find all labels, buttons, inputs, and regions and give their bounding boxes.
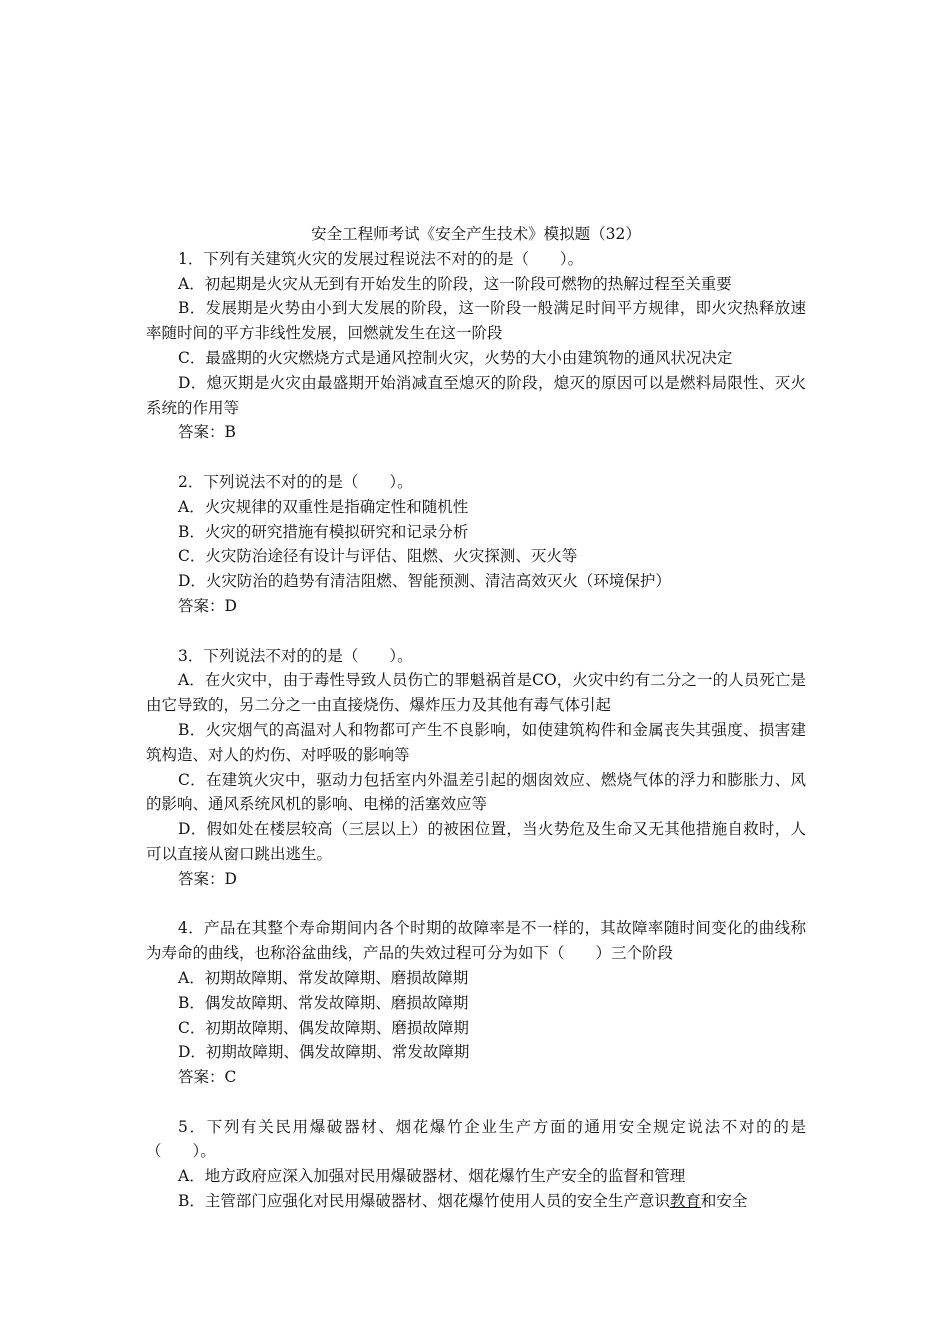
- question-1-option-d: D．熄灭期是火灾由最盛期开始消减直至熄灭的阶段，熄灭的原因可以是燃料局限性、灭火系统的作用等: [146, 373, 806, 417]
- question-4-stem: 4．产品在其整个寿命期间内各个时期的故障率是不一样的，其故障率随时间变化的曲线称为寿命的曲线，也称浴盆曲线，产品的失效过程可分为如下（ ）三个阶段: [146, 919, 806, 963]
- question-2-option-d: D．火灾防治的趋势有清洁阻燃、智能预测、清洁高效灭火（环境保护）: [178, 572, 671, 591]
- blank-line: [146, 619, 806, 644]
- question-3-answer: 答案：D: [178, 869, 237, 888]
- question-2-stem: 2．下列说法不对的的是（ ）。: [178, 472, 413, 491]
- question-1-option-a: A．初起期是火灾从无到有开始发生的阶段，这一阶段可燃物的热解过程至关重要: [178, 274, 732, 293]
- question-1-option-b: B．发展期是火势由小到大发展的阶段，这一阶段一般满足时间平方规律，即火灾热释放速率随时间的平方非线性发展，回燃就发生在这一阶段: [146, 299, 806, 343]
- question-1-answer: 答案：B: [178, 423, 236, 442]
- blank-line: [146, 892, 806, 917]
- blank-line: [146, 1090, 806, 1115]
- question-3-option-d: D．假如处在楼层较高（三层以上）的被困位置，当火势危及生命又无其他措施自救时，人可以直接从窗口跳出逃生。: [146, 820, 806, 863]
- question-5-option-b-tail: 和安全: [700, 1192, 748, 1211]
- document-page: [146, 222, 806, 1214]
- question-3-option-b: B．火灾烟气的高温对人和物都可产生不良影响，如使建筑构件和金属丧失其强度、损害建筑构造、对人的灼伤、对呼吸的影响等: [146, 720, 806, 764]
- question-4-option-a: A．初期故障期、常发故障期、磨损故障期: [178, 968, 469, 987]
- question-5-option-a: A．地方政府应深入加强对民用爆破器材、烟花爆竹生产安全的监督和管理: [178, 1167, 686, 1186]
- question-5-option-b-text: B．主管部门应强化对民用爆破器材、烟花爆竹使用人员的安全生产意识: [178, 1192, 670, 1211]
- question-3-option-a: A．在火灾中，由于毒性导致人员伤亡的罪魁祸首是CO，火灾中约有二分之一的人员死亡是由它导致的，另二分之一由直接烧伤、爆炸压力及其他有毒气体引起: [146, 671, 806, 715]
- question-4-option-b: B．偶发故障期、常发故障期、磨损故障期: [178, 993, 469, 1012]
- question-1-stem: 1．下列有关建筑火灾的发展过程说法不对的的是（ ）。: [178, 249, 584, 268]
- question-4-option-d: D．初期故障期、偶发故障期、常发故障期: [178, 1043, 470, 1062]
- question-2-answer: 答案：D: [178, 596, 237, 615]
- blank-line: [146, 445, 806, 470]
- question-5-option-b: [146, 1189, 806, 1214]
- question-2-option-a: A．火灾规律的双重性是指确定性和随机性: [178, 497, 469, 516]
- question-4-option-c: C．初期故障期、偶发故障期、磨损故障期: [178, 1018, 469, 1037]
- question-2-option-c: C．火灾防治途径有设计与评估、阻燃、火灾探测、灭火等: [178, 547, 578, 566]
- question-1-option-c: C．最盛期的火灾燃烧方式是通风控制火灾，火势的大小由建筑物的通风状况决定: [178, 348, 733, 367]
- question-3-stem: 3．下列说法不对的的是（ ）。: [178, 646, 413, 665]
- question-4-answer: 答案：C: [178, 1068, 237, 1087]
- education-link[interactable]: 教育: [669, 1192, 701, 1211]
- question-3-option-c: C．在建筑火灾中，驱动力包括室内外温差引起的烟囱效应、燃烧气体的浮力和膨胀力、风的影响、通风系统风机的影响、电梯的活塞效应等: [146, 770, 806, 814]
- question-5-stem: 5．下列有关民用爆破器材、烟花爆竹企业生产方面的通用安全规定说法不对的的是（ ）。: [146, 1117, 806, 1161]
- page-title: 安全工程师考试《安全产生技术》模拟题（32）: [311, 225, 641, 243]
- question-2-option-b: B．火灾的研究措施有模拟研究和记录分析: [178, 522, 469, 541]
